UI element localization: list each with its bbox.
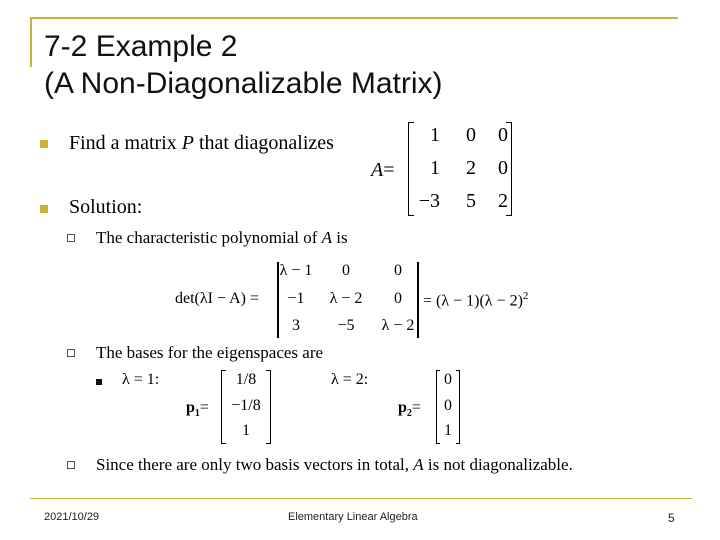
vector-cell: 1/8 <box>235 371 257 388</box>
footer-page-number: 5 <box>668 511 675 525</box>
matrix-cell: 1 <box>430 124 440 146</box>
det-cell: 0 <box>342 262 350 279</box>
det-cell: λ − 2 <box>329 290 363 307</box>
hollow-square-icon <box>67 234 75 242</box>
sub-text: The characteristic polynomial of <box>96 228 322 247</box>
title-line-1: 7-2 Example 2 <box>44 30 238 63</box>
footer-date: 2021/10/29 <box>44 511 100 523</box>
det-cell: −1 <box>287 290 305 307</box>
matrix-cell: 0 <box>466 124 476 146</box>
equals-sign: = <box>199 399 209 416</box>
equals-sign: = <box>411 399 421 416</box>
title-line-2: (A Non-Diagonalizable Matrix) <box>44 67 443 100</box>
matrix-cell: 5 <box>466 190 476 212</box>
sub-bullet-char-poly <box>96 228 348 248</box>
det-rhs <box>423 290 528 310</box>
vector-cell: −1/8 <box>231 397 261 414</box>
matrix-cell: 0 <box>498 157 508 179</box>
vector-cell: 0 <box>444 397 452 414</box>
sub-text: is <box>332 228 348 247</box>
p2-symbol: p <box>398 399 407 416</box>
lambda-2-label: λ = 2: <box>331 371 369 388</box>
p1-label <box>186 399 209 419</box>
matrix-a <box>408 122 512 216</box>
frame-left-rule <box>30 17 32 67</box>
bullet-find-matrix <box>69 132 334 155</box>
footer-course: Elementary Linear Algebra <box>288 511 418 523</box>
det-cell: −5 <box>337 317 355 334</box>
lambda-1-label: λ = 1: <box>122 371 160 388</box>
hollow-square-icon <box>67 461 75 469</box>
sub-text: Since there are only two basis vectors in total, <box>96 455 414 474</box>
p1-subscript: 1 <box>194 408 200 420</box>
bullet-square-icon <box>40 205 48 213</box>
vector-cell: 0 <box>444 371 452 388</box>
p2-subscript: 2 <box>406 408 412 420</box>
var-a: A <box>321 228 333 247</box>
det-cell: λ − 1 <box>279 262 313 279</box>
det-lhs: det(λI − A) = <box>175 290 260 307</box>
frame-bottom-rule <box>30 498 692 499</box>
small-bullet-icon <box>96 379 102 385</box>
det-rhs-exponent: 2 <box>522 290 529 302</box>
det-rhs-text: = (λ − 1)(λ − 2) <box>423 292 523 310</box>
matrix-a-label <box>371 159 395 182</box>
det-cell: 0 <box>394 262 402 279</box>
p1-symbol: p <box>186 399 195 416</box>
vector-cell: 1 <box>242 422 250 439</box>
matrix-cell: 2 <box>466 157 476 179</box>
hollow-square-icon <box>67 349 75 357</box>
bullet-text: that diagonalizes <box>193 132 334 154</box>
bullet-solution: Solution: <box>69 196 143 218</box>
bullet-text: Find a matrix <box>69 132 182 154</box>
matrix-cell: −3 <box>418 190 440 212</box>
sub-bullet-bases: The bases for the eigenspaces are <box>96 343 324 362</box>
var-p: P <box>181 132 194 154</box>
slide-title <box>44 28 443 102</box>
matrix-cell: 2 <box>498 190 508 212</box>
vector-p2 <box>436 370 460 444</box>
var-a: A <box>413 455 424 474</box>
vector-cell: 1 <box>444 422 452 439</box>
det-cell: 0 <box>394 290 402 307</box>
matrix-cell: 0 <box>498 124 508 146</box>
det-cell: 3 <box>292 317 300 334</box>
equals-sign: = <box>383 159 395 181</box>
sub-bullet-conclusion <box>96 455 573 475</box>
vector-p1 <box>221 370 271 444</box>
var-a: A <box>371 159 384 181</box>
det-cell: λ − 2 <box>381 317 415 334</box>
p2-label <box>398 399 421 419</box>
right-bracket <box>266 370 271 444</box>
bullet-square-icon <box>40 140 48 148</box>
sub-text: is not diagonalizable. <box>423 455 573 474</box>
matrix-cell: 1 <box>430 157 440 179</box>
frame-top-rule <box>30 17 678 19</box>
